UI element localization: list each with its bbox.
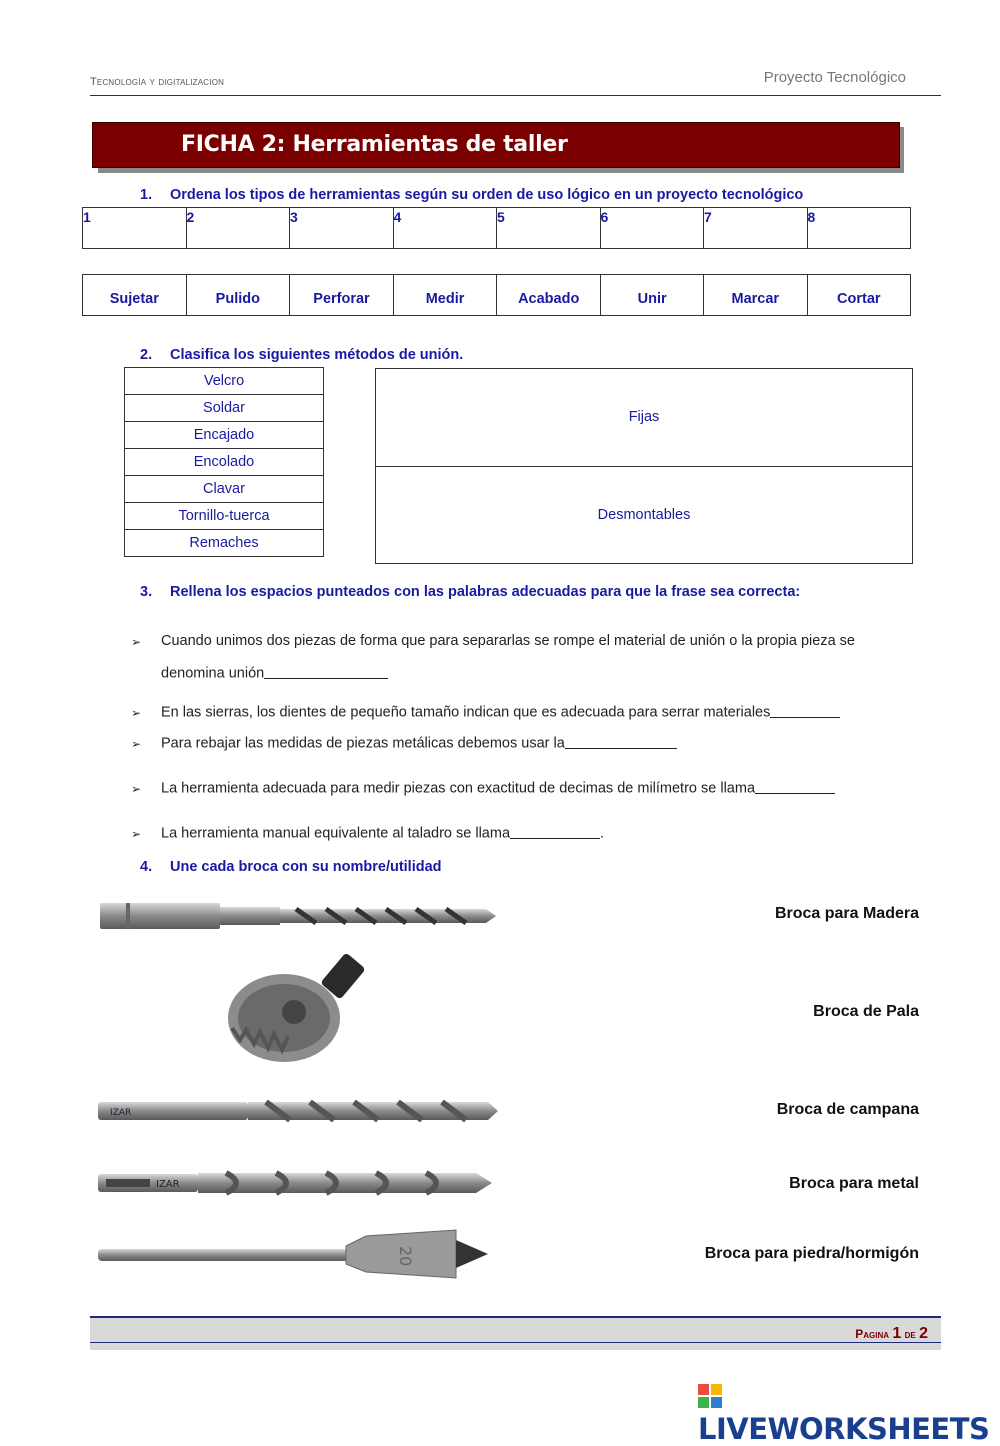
order-slot[interactable]: 7 xyxy=(704,208,808,249)
header-project: Proyecto Tecnológico xyxy=(763,69,906,86)
order-input[interactable] xyxy=(497,225,597,247)
page-number: Pagina 1 de 2 xyxy=(855,1325,928,1342)
blank-4[interactable] xyxy=(755,779,835,794)
method-card[interactable]: Tornillo-tuerca xyxy=(125,503,324,530)
footer-divider xyxy=(90,1342,941,1343)
metal-drill-bit-image[interactable] xyxy=(96,1097,502,1125)
tool-type-words xyxy=(82,274,911,316)
question-3-number: 3. xyxy=(140,584,153,600)
method-card[interactable]: Velcro xyxy=(125,368,324,395)
word-card[interactable]: Pulido xyxy=(186,275,289,316)
order-input[interactable] xyxy=(83,225,183,247)
category-fijas[interactable]: Fijas xyxy=(628,409,660,425)
order-input[interactable] xyxy=(704,225,804,247)
bullet-icon: ➢ xyxy=(131,782,142,796)
order-slot[interactable]: 8 xyxy=(807,208,911,249)
order-input[interactable] xyxy=(187,225,287,247)
category-divider xyxy=(376,466,912,467)
question-3 xyxy=(140,584,800,600)
drill-label[interactable]: Broca para piedra/hormigón xyxy=(704,1245,919,1262)
method-card[interactable]: Remaches xyxy=(125,530,324,557)
question-2 xyxy=(140,347,463,363)
word-card[interactable]: Unir xyxy=(601,275,704,316)
word-card[interactable]: Marcar xyxy=(704,275,808,316)
blank-5-input[interactable] xyxy=(510,824,604,842)
method-card[interactable]: Clavar xyxy=(125,476,324,503)
liveworksheets-logo[interactable] xyxy=(698,1378,1000,1446)
logo-text: LIVEWORKSHEETS xyxy=(698,1412,990,1446)
brand-izar: IZAR xyxy=(110,1108,132,1118)
method-card[interactable]: Soldar xyxy=(125,395,324,422)
sentence-5: La herramienta manual equivalente al taladro se llama . xyxy=(161,825,605,842)
blank-2[interactable] xyxy=(770,703,840,718)
question-2-text: Clasifica los siguientes métodos de unión. xyxy=(170,347,464,363)
drill-label[interactable]: Broca para Madera xyxy=(774,905,919,922)
classification-box xyxy=(375,368,913,564)
question-1 xyxy=(140,187,803,203)
page-title: FICHA 2: Herramientas de taller xyxy=(181,132,568,157)
wood-drill-bit-image[interactable] xyxy=(96,895,502,937)
order-slot[interactable]: 2 xyxy=(186,208,290,249)
spade-bit-image[interactable] xyxy=(96,1226,496,1282)
word-card[interactable]: Cortar xyxy=(807,275,910,316)
question-4-text: Une cada broca con su nombre/utilidad xyxy=(170,859,442,875)
order-slot[interactable]: 1 xyxy=(83,208,187,249)
blank-5[interactable] xyxy=(510,824,600,839)
bullet-icon: ➢ xyxy=(131,827,142,841)
sentence-1a: Cuando unimos dos piezas de forma que para separarlas se rompe el material de unión o la propia pieza se xyxy=(161,633,855,649)
header-divider xyxy=(90,95,941,96)
blank-3[interactable] xyxy=(565,734,677,749)
sentence-1b: denomina unión xyxy=(161,664,388,682)
drill-label[interactable]: Broca para metal xyxy=(789,1175,919,1192)
blank-1[interactable] xyxy=(264,664,388,679)
order-input[interactable] xyxy=(290,225,390,247)
method-card[interactable]: Encolado xyxy=(125,449,324,476)
footer-bar xyxy=(90,1316,941,1350)
order-slot[interactable]: 3 xyxy=(290,208,394,249)
question-1-text: Ordena los tipos de herramientas según su orden de uso lógico en un proyecto tecnológico xyxy=(170,187,804,203)
hole-saw-image[interactable] xyxy=(222,950,372,1080)
word-card[interactable]: Medir xyxy=(393,275,496,316)
order-input[interactable] xyxy=(601,225,701,247)
sentence-4: La herramienta adecuada para medir piezas con exactitud de decimas de milímetro se llama xyxy=(161,779,835,797)
liveworksheets-logo-icon xyxy=(698,1384,722,1408)
order-input[interactable] xyxy=(394,225,494,247)
question-4-number: 4. xyxy=(140,859,153,875)
blank-1-input[interactable] xyxy=(264,664,392,682)
blank-2-input[interactable] xyxy=(770,703,844,721)
order-slot[interactable]: 4 xyxy=(393,208,497,249)
order-input[interactable] xyxy=(808,225,908,247)
question-4 xyxy=(140,859,442,875)
sentence-3: Para rebajar las medidas de piezas metálicas debemos usar la xyxy=(161,734,677,752)
title-banner xyxy=(92,122,900,168)
methods-list xyxy=(124,367,324,557)
order-table xyxy=(82,207,911,249)
word-card[interactable]: Sujetar xyxy=(83,275,187,316)
header-subject: Tecnología y digitalizacion xyxy=(90,76,225,88)
method-card[interactable]: Encajado xyxy=(125,422,324,449)
bullet-icon: ➢ xyxy=(131,706,142,720)
word-card[interactable]: Acabado xyxy=(497,275,601,316)
blank-3-input[interactable] xyxy=(565,734,681,752)
order-slot[interactable]: 6 xyxy=(600,208,704,249)
sentence-2: En las sierras, los dientes de pequeño tamaño indican que es adecuada para serrar materiales xyxy=(161,703,840,721)
order-slot[interactable]: 5 xyxy=(497,208,601,249)
drill-label[interactable]: Broca de campana xyxy=(776,1101,919,1118)
bullet-icon: ➢ xyxy=(131,635,142,649)
question-3-text: Rellena los espacios punteados con las palabras adecuadas para que la frase sea correcta: xyxy=(170,584,801,600)
blank-4-input[interactable] xyxy=(755,779,839,797)
spade-size-label: 20 xyxy=(396,1246,415,1267)
question-2-number: 2. xyxy=(140,347,153,363)
brand-izar: IZAR xyxy=(156,1179,180,1190)
bullet-icon: ➢ xyxy=(131,737,142,751)
drill-label[interactable]: Broca de Pala xyxy=(813,1003,919,1020)
word-card[interactable]: Perforar xyxy=(290,275,394,316)
question-1-number: 1. xyxy=(140,187,153,203)
category-desmontables[interactable]: Desmontables xyxy=(597,507,691,523)
masonry-drill-bit-image[interactable] xyxy=(96,1165,496,1201)
